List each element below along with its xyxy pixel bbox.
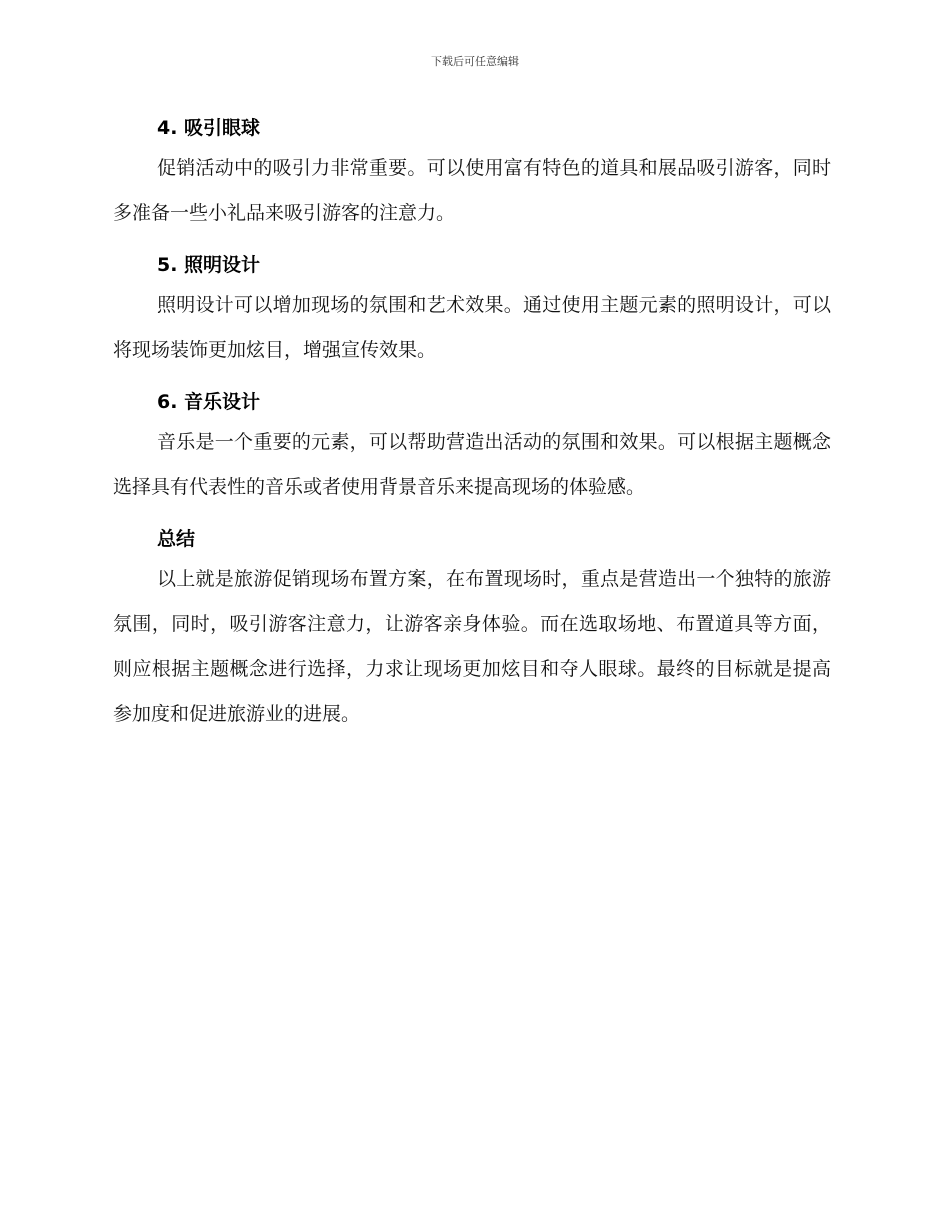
section-body-music: 音乐是一个重要的元素，可以帮助营造出活动的氛围和效果。可以根据主题概念选择具有代表性的音乐或者使用背景音乐来提高现场的体验感。 [113, 431, 831, 498]
section-body-lighting: 照明设计可以增加现场的氛围和艺术效果。通过使用主题元素的照明设计，可以将现场装饰更加炫目，增强宣传效果。 [113, 294, 831, 361]
section-heading-lighting: 5. 照明设计 [157, 254, 261, 276]
section-body-summary: 以上就是旅游促销现场布置方案，在布置现场时，重点是营造出一个独特的旅游氛围，同时，吸引游客注意力，让游客亲身体验。而在选取场地、布置道具等方面，则应根据主题概念进行选择，力求让现场更加炫目和夺人眼球。最终的目标就是提高参加度和促进旅游业的进展。 [113, 568, 831, 725]
page-header-note: 下载后可任意编辑 [431, 55, 519, 68]
document-body [113, 110, 831, 737]
section-body-attract: 促销活动中的吸引力非常重要。可以使用富有特色的道具和展品吸引游客，同时多准备一些小礼品来吸引游客的注意力。 [113, 157, 831, 224]
section-heading-summary: 总结 [157, 528, 196, 550]
section-heading-music: 6. 音乐设计 [157, 391, 261, 413]
section-heading-attract: 4. 吸引眼球 [157, 117, 261, 139]
